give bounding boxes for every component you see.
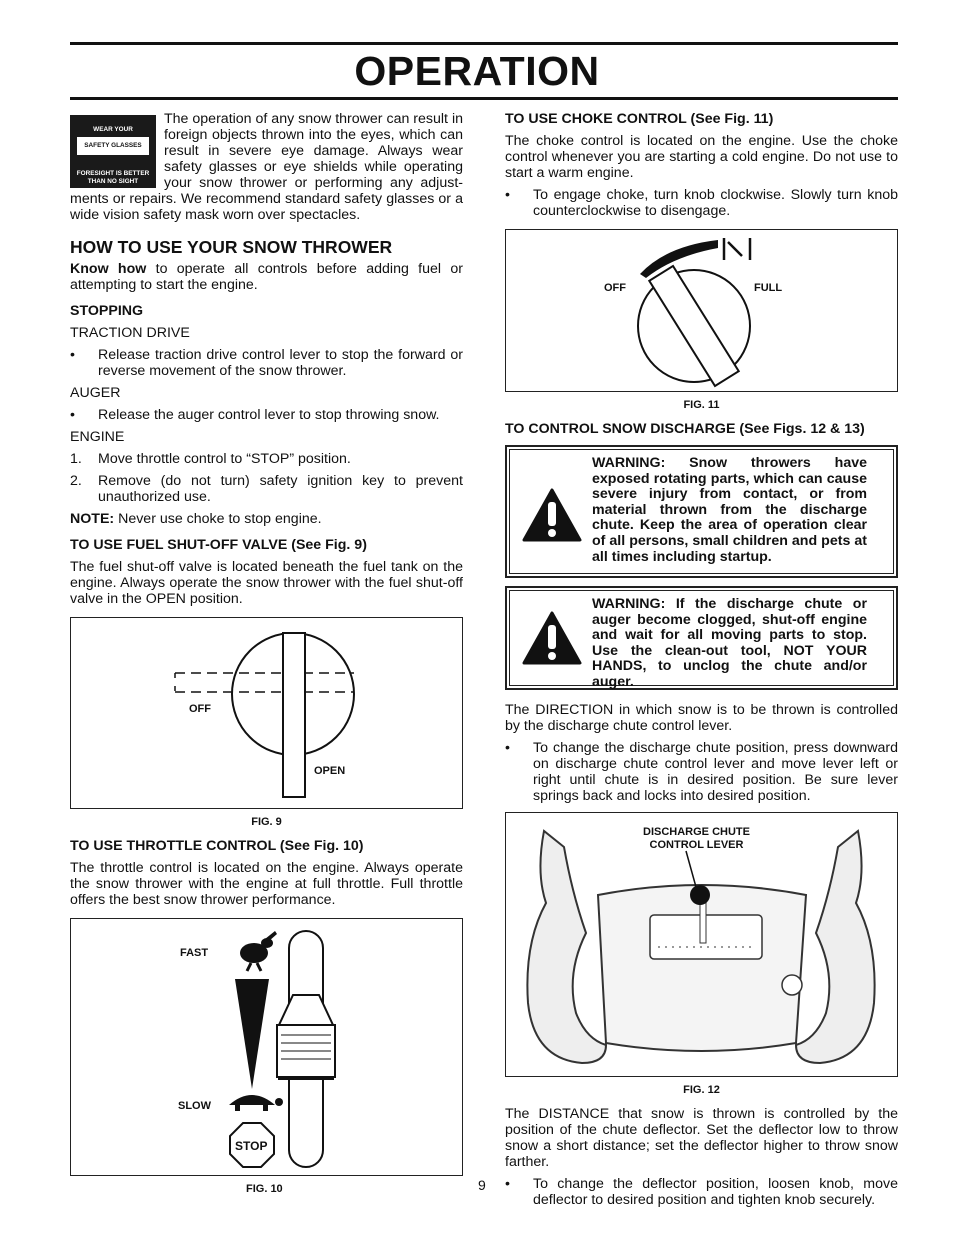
- fig12-label-line1: DISCHARGE CHUTE: [643, 826, 750, 838]
- safety-badge-line4: THAN NO SIGHT: [87, 178, 139, 185]
- engine-label: ENGINE: [70, 429, 125, 445]
- fig11-caption: FIG. 11: [683, 399, 720, 411]
- know-how-bold: Know how: [70, 261, 147, 277]
- step-number: 2.: [70, 473, 82, 489]
- bullet: •: [505, 187, 510, 203]
- how-to-heading: HOW TO USE YOUR SNOW THROWER: [70, 237, 393, 257]
- bullet: •: [505, 740, 510, 756]
- fig10-caption: FIG. 10: [246, 1183, 283, 1195]
- throttle-paragraph: The throttle control is located on the engine. Always operate the snow thrower with the engine at full throttle. Full throttle offers the best snow thrower performance.: [70, 860, 463, 908]
- choke-heading: TO USE CHOKE CONTROL (See Fig. 11): [505, 111, 774, 127]
- choke-paragraph: The choke control is located on the engine. Use the choke control whenever you are starting a cold engine. Do not use to start a warm engine.: [505, 133, 898, 181]
- fig12-caption: FIG. 12: [683, 1084, 720, 1096]
- engine-step-2: [70, 473, 463, 505]
- fig10-stop-label: STOP: [235, 1139, 268, 1153]
- safety-badge-line3: FORESIGHT IS BETTER: [76, 170, 150, 177]
- traction-item-text: Release traction drive control lever to stop the forward or reverse movement of the snow thrower.: [98, 347, 463, 379]
- fig10-fast-label: FAST: [180, 947, 209, 959]
- safety-badge-band: [77, 137, 149, 155]
- intro-paragraph: The operation of any snow thrower can result in foreign objects thrown into the eyes, which can result in severe eye damage. Always wear safety glasses or eye shields while operating your snow thrower or performing any adjust-ments or repairs. We recommend standard safety glasses or a wide vision safety mask worn over spectacles.: [70, 111, 463, 223]
- traction-label: TRACTION DRIVE: [70, 325, 190, 341]
- fig10-box: [70, 918, 463, 1176]
- fig12-label-line2: CONTROL LEVER: [649, 839, 744, 851]
- fuel-paragraph: The fuel shut-off valve is located beneath the fuel tank on the engine. Always operate the snow thrower with the fuel shut-off valve in the OPEN position.: [70, 559, 463, 607]
- right-column: [505, 111, 898, 1214]
- note-bold: NOTE:: [70, 511, 115, 527]
- fuel-valve-illustration: [71, 618, 461, 807]
- note-paragraph: [70, 511, 463, 527]
- bullet: •: [505, 1176, 510, 1192]
- auger-label: AUGER: [70, 385, 121, 401]
- warning-icon: [522, 611, 582, 665]
- throttle-heading: TO USE THROTTLE CONTROL (See Fig. 10): [70, 838, 364, 854]
- page-number: 9: [478, 1177, 486, 1193]
- know-how-paragraph: [70, 261, 463, 293]
- direction-paragraph: The DIRECTION in which snow is to be thrown is controlled by the discharge chute control lever.: [505, 702, 898, 734]
- discharge-heading: TO CONTROL SNOW DISCHARGE (See Figs. 12 & 13): [505, 421, 865, 437]
- know-how-text: to operate all controls before adding fuel or attempting to start the engine.: [70, 261, 463, 293]
- fig9-caption: FIG. 9: [251, 816, 282, 828]
- fig9-off-label: OFF: [189, 703, 211, 715]
- auger-item: [70, 407, 463, 423]
- step-number: 1.: [70, 451, 82, 467]
- choke-item: [505, 187, 898, 219]
- note-text: Never use choke to stop engine.: [114, 511, 322, 527]
- safety-badge: [70, 115, 156, 188]
- bullet: •: [70, 347, 75, 363]
- warning-box-2-inner: [509, 590, 894, 690]
- choke-knob-illustration: [506, 230, 896, 390]
- title-rule: [70, 97, 898, 100]
- auger-item-text: Release the auger control lever to stop throwing snow.: [98, 407, 440, 423]
- fig10-slow-label: SLOW: [178, 1100, 211, 1112]
- fig9-open-label: OPEN: [314, 765, 346, 777]
- stopping-heading: STOPPING: [70, 303, 144, 319]
- warning-text-2: WARNING: If the discharge chute or auger become clogged, shut-off engine and wait for all moving parts to stop. Use the clean-out tool, NOT YOUR HANDS, to unclog the chute and/or auger.: [592, 596, 867, 690]
- warning-box-1-inner: [509, 449, 894, 574]
- safety-badge-line1: WEAR YOUR: [93, 126, 133, 133]
- engine-step-1-text: Move throttle control to “STOP” position.: [98, 451, 351, 467]
- fig11-box: [505, 229, 898, 392]
- warning-box-2: [505, 586, 898, 690]
- traction-item: [70, 347, 463, 379]
- direction-item-text: To change the discharge chute position, press downward on discharge chute control lever and move lever left or right until chute is in desired position. Be sure lever springs back and locks into desired position.: [533, 740, 898, 804]
- fig11-off-label: OFF: [604, 282, 626, 294]
- distance-paragraph: The DISTANCE that snow is thrown is controlled by the position of the chute deflector. Set the deflector low to throw snow a short distance; set the deflector higher to throw snow farther.: [505, 1106, 898, 1170]
- warning-box-1: [505, 445, 898, 578]
- warning-text-1: WARNING: Snow throwers have exposed rotating parts, which can cause severe injury from contact, or from material thrown from the discharge chute. Keep the area of operation clear of all persons, small children and pets at all times including startup.: [592, 455, 867, 565]
- warning-icon: [522, 488, 582, 542]
- throttle-illustration: [71, 919, 461, 1174]
- fuel-heading: TO USE FUEL SHUT-OFF VALVE (See Fig. 9): [70, 537, 367, 553]
- top-rule: [70, 42, 898, 45]
- direction-item: [505, 740, 898, 804]
- page-title: OPERATION: [354, 48, 600, 94]
- bullet: •: [70, 407, 75, 423]
- engine-step-1: [70, 451, 463, 467]
- fig12-box: [505, 812, 898, 1077]
- safety-badge-line2: SAFETY GLASSES: [84, 142, 142, 149]
- fig11-full-label: FULL: [754, 282, 783, 294]
- fig9-box: [70, 617, 463, 809]
- choke-item-text: To engage choke, turn knob clockwise. Slowly turn knob counterclockwise to disengage.: [533, 187, 898, 219]
- engine-step-2-text: Remove (do not turn) safety ignition key to prevent unauthorized use.: [98, 473, 463, 505]
- left-column: [70, 111, 463, 1205]
- distance-item-text: To change the deflector position, loosen knob, move deflector to desired position and tighten knob securely.: [533, 1176, 898, 1208]
- distance-item: [505, 1176, 898, 1208]
